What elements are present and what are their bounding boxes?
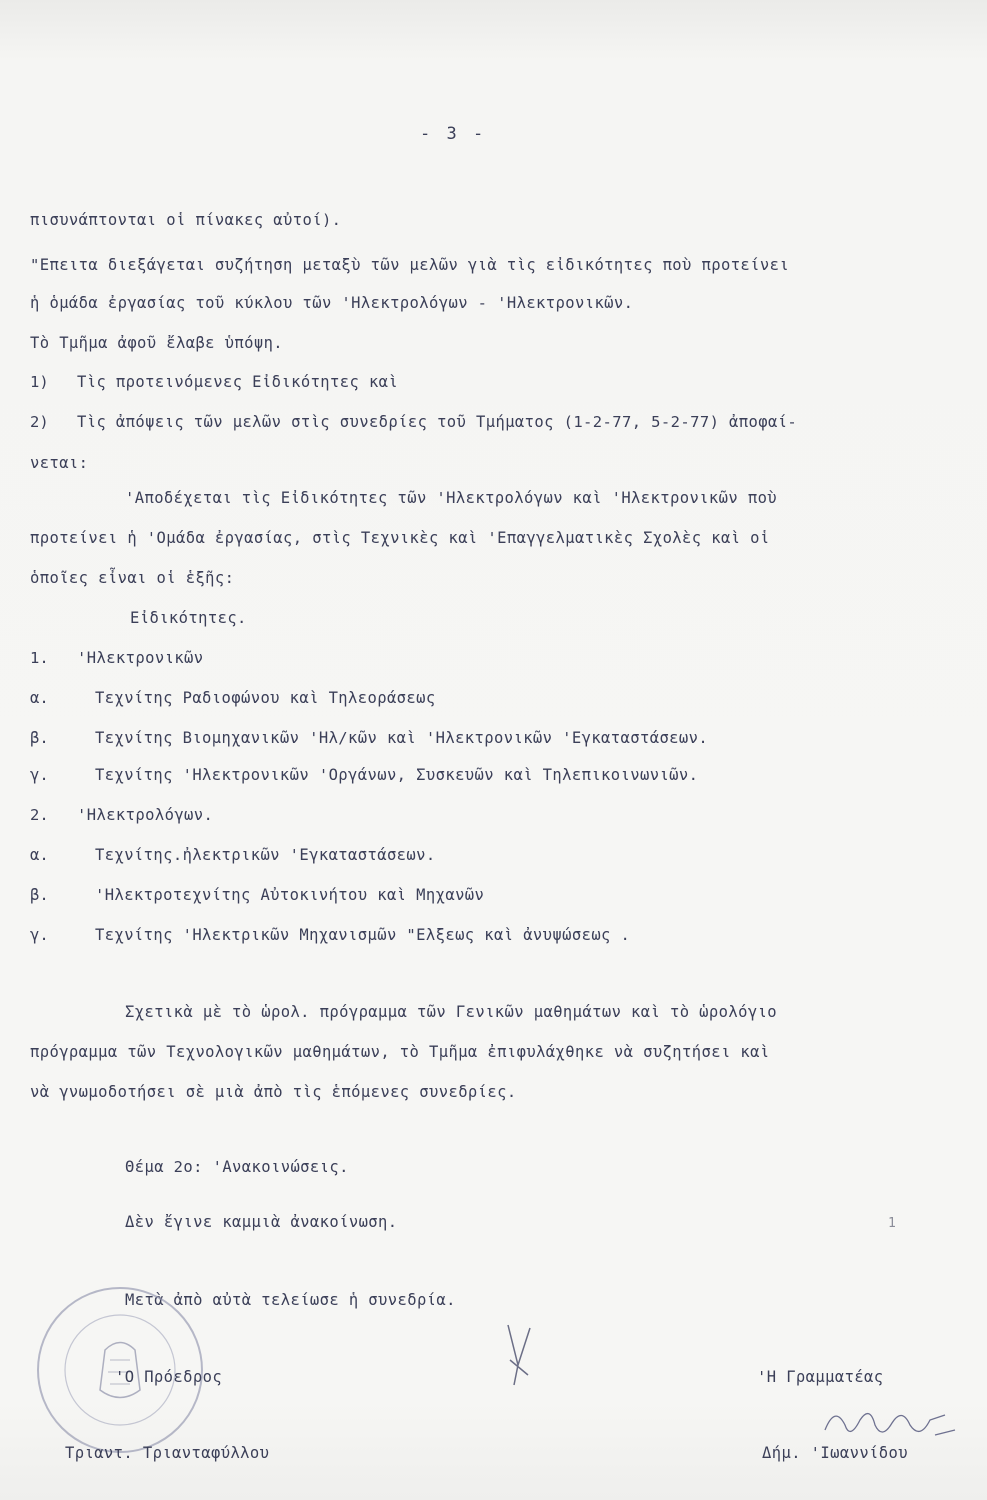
text-line: νεται:: [30, 454, 89, 472]
text-line: πισυνάπτονται οἱ πίνακες αὐτοί).: [30, 211, 342, 229]
signature-icon: [820, 1395, 960, 1455]
list-number: β.: [30, 729, 49, 747]
secretary-title: 'Η Γραμματέας: [757, 1368, 884, 1386]
text-line: Τὶς προτεινόμενες Εἰδικότητες καὶ: [77, 373, 399, 391]
list-item: Τεχνίτης 'Ηλεκτρικῶν Μηχανισμῶν "Ελξεως καὶ ἀνυψώσεως .: [95, 926, 631, 944]
list-item: 'Ηλεκτρονικῶν: [77, 649, 204, 667]
page-number: - 3 -: [420, 124, 487, 144]
list-number: 2.: [30, 806, 49, 824]
section-heading: Εἰδικότητες.: [130, 609, 247, 627]
topic-heading: Θέμα 2ο: 'Ανακοινώσεις.: [125, 1158, 349, 1176]
list-number: γ.: [30, 766, 49, 784]
text-line: ἡ ὁμάδα ἐργασίας τοῦ κύκλου τῶν 'Ηλεκτρολόγων - 'Ηλεκτρονικῶν.: [30, 294, 634, 312]
margin-mark: 1: [888, 1216, 897, 1231]
list-number: α.: [30, 689, 49, 707]
list-number: γ.: [30, 926, 49, 944]
text-line: "Επειτα διεξάγεται συζήτηση μεταξὺ τῶν μελῶν γιὰ τὶς εἰδικότητες ποὺ προτείνει: [30, 256, 790, 274]
text-line: προτείνει ἡ 'Ομάδα ἐργασίας, στὶς Τεχνικὲς καὶ 'Επαγγελματικὲς Σχολὲς καὶ οἱ: [30, 529, 770, 547]
handwritten-mark-icon: [500, 1320, 540, 1390]
text-line: 'Αποδέχεται τὶς Εἰδικότητες τῶν 'Ηλεκτρολόγων καὶ 'Ηλεκτρονικῶν ποὺ: [125, 489, 778, 507]
list-number: β.: [30, 886, 49, 904]
text-line: Μετὰ ἀπὸ αὐτὰ τελείωσε ἡ συνεδρία.: [125, 1291, 456, 1309]
text-line: Τὸ Τμῆμα ἀφοῦ ἔλαβε ὑπόψη.: [30, 334, 284, 352]
text-line: Σχετικὰ μὲ τὸ ὡρολ. πρόγραμμα τῶν Γενικῶν μαθημάτων καὶ τὸ ὡρολόγιο: [125, 1003, 778, 1021]
text-line: ὁποῖες εἶναι οἱ ἑξῆς:: [30, 569, 235, 587]
text-line: νὰ γνωμοδοτήσει σὲ μιὰ ἀπὸ τὶς ἑπόμενες συνεδρίες.: [30, 1083, 517, 1101]
list-number: 1): [30, 373, 49, 391]
text-line: πρόγραμμα τῶν Τεχνολογικῶν μαθημάτων, τὸ Τμῆμα ἐπιφυλάχθηκε νὰ συζητήσει καὶ: [30, 1043, 770, 1061]
list-item: Τεχνίτης Ραδιοφώνου καὶ Τηλεοράσεως: [95, 689, 436, 707]
president-title: 'Ο Πρόεδρος: [115, 1368, 223, 1386]
president-name: Τριαντ. Τριανταφύλλου: [65, 1444, 270, 1462]
text-line: Δὲν ἔγινε καμμιὰ ἀνακοίνωση.: [125, 1213, 398, 1231]
list-number: 1.: [30, 649, 49, 667]
list-item: Τεχνίτης.ἠλεκτρικῶν 'Εγκαταστάσεων.: [95, 846, 436, 864]
text-line: Τὶς ἀπόψεις τῶν μελῶν στὶς συνεδρίες τοῦ Τμήματος (1-2-77, 5-2-77) ἀποφαί-: [77, 413, 798, 431]
list-item: Τεχνίτης Βιομηχανικῶν 'Ηλ/κῶν καὶ 'Ηλεκτρονικῶν 'Εγκαταστάσεων.: [95, 729, 709, 747]
list-number: 2): [30, 413, 49, 431]
list-item: 'Ηλεκτρολόγων.: [77, 806, 214, 824]
list-item: Τεχνίτης 'Ηλεκτρονικῶν 'Οργάνων, Συσκευῶν καὶ Τηλεπικοινωνιῶν.: [95, 766, 699, 784]
list-number: α.: [30, 846, 49, 864]
secretary-name: Δήμ. 'Ιωαννίδου: [762, 1444, 908, 1462]
list-item: 'Ηλεκτροτεχνίτης Αὐτοκινήτου καὶ Μηχανῶν: [95, 886, 485, 904]
